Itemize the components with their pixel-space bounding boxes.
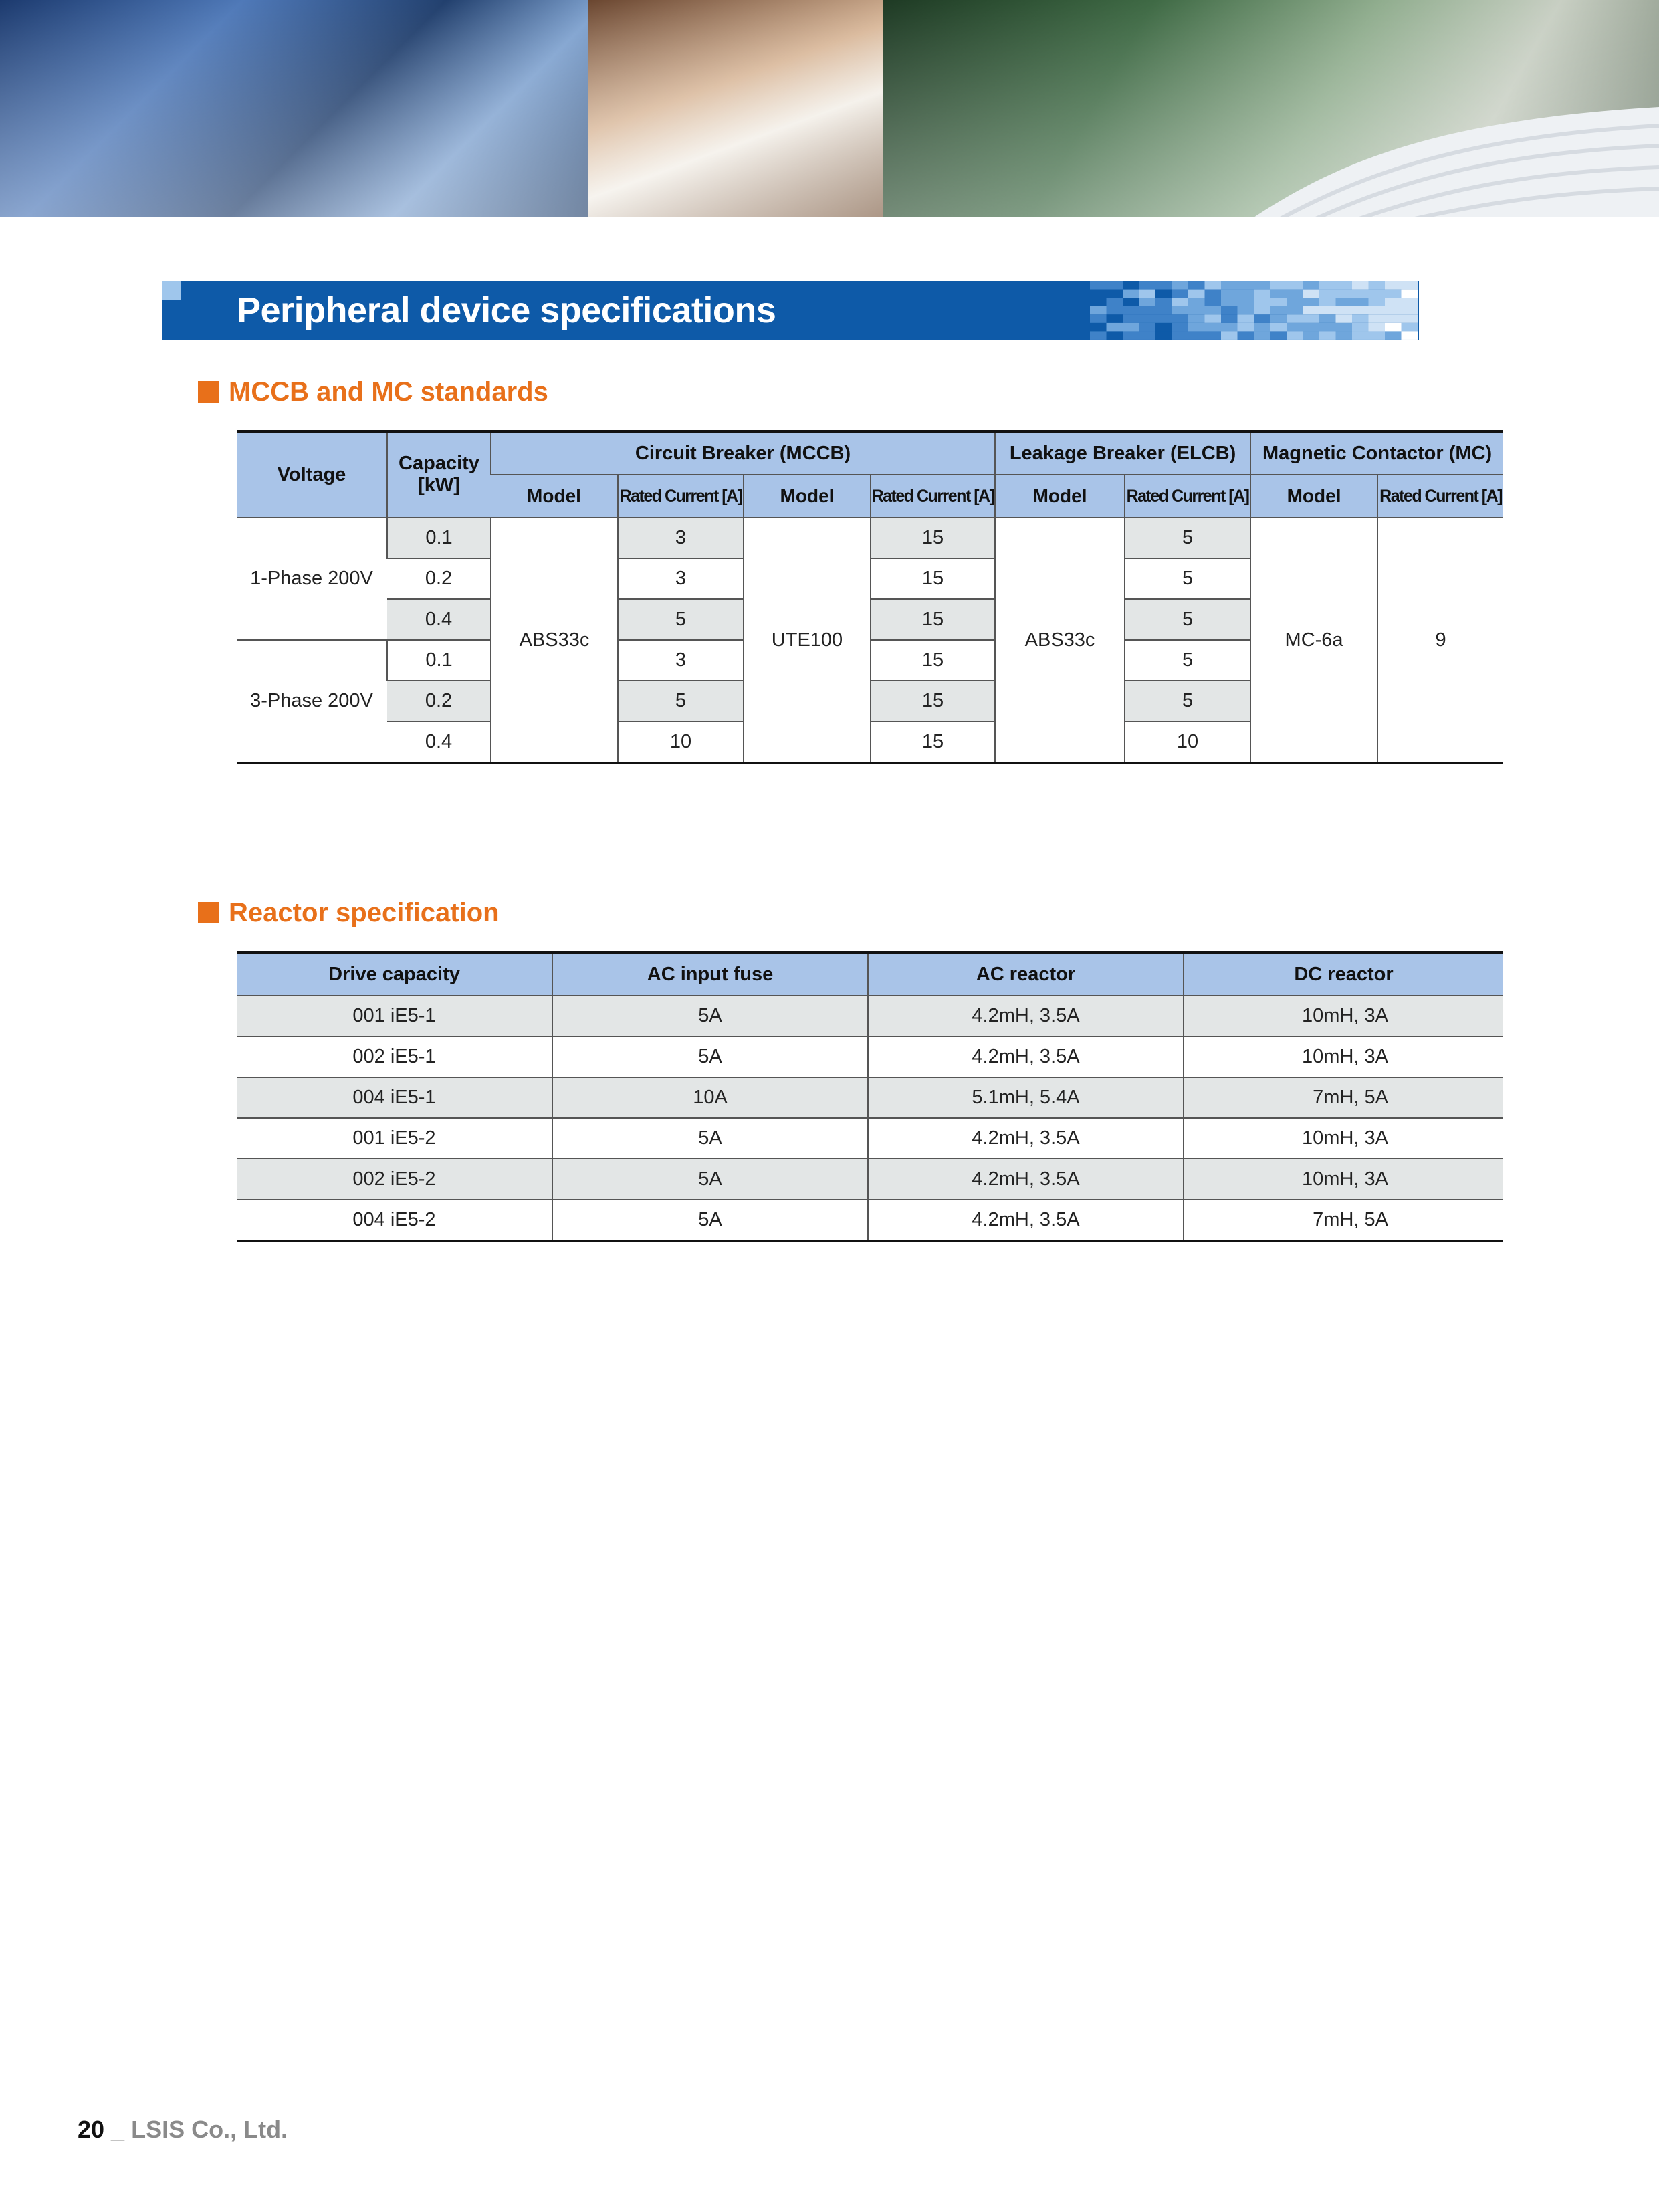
mosaic-cell (1139, 323, 1156, 332)
mccb2-current-cell: 15 (871, 558, 995, 599)
mosaic-cell (1188, 306, 1205, 315)
mosaic-cell (1287, 314, 1303, 323)
mosaic-cell (1205, 306, 1222, 315)
mosaic-cell (1221, 331, 1238, 340)
mccb1-current-cell: 10 (618, 722, 744, 763)
mosaic-cell (1254, 290, 1270, 298)
mosaic-cell (1123, 290, 1139, 298)
mosaic-cell (1303, 331, 1320, 340)
reactor-cell: 10mH, 3A (1184, 996, 1503, 1036)
banner-swoosh-decoration (0, 0, 1659, 224)
capacity-cell: 0.1 (387, 518, 491, 558)
mosaic-cell (1090, 323, 1107, 332)
page-footer: 20 _ LSIS Co., Ltd. (78, 2116, 288, 2143)
mosaic-cell (1238, 331, 1254, 340)
capacity-cell: 0.1 (387, 640, 491, 681)
mosaic-cell (1205, 298, 1222, 306)
reactor-cell: 4.2mH, 3.5A (868, 1118, 1184, 1159)
mosaic-cell (1123, 331, 1139, 340)
reactor-header-cell: AC input fuse (552, 952, 868, 996)
mosaic-cell (1123, 314, 1139, 323)
mosaic-cell (1238, 314, 1254, 323)
mosaic-cell (1221, 298, 1238, 306)
header-mc-rated-current: Rated Current [A] (1377, 475, 1503, 518)
company-name: LSIS Co., Ltd. (131, 2116, 288, 2143)
mosaic-cell (1107, 331, 1123, 340)
mccb1-current-cell: 5 (618, 599, 744, 640)
mosaic-cell (1238, 290, 1254, 298)
reactor-cell: 5A (552, 1118, 868, 1159)
mosaic-cell (1238, 298, 1254, 306)
mosaic-cell (1090, 298, 1107, 306)
mosaic-cell (1172, 331, 1189, 340)
mosaic-cell (1385, 306, 1402, 315)
reactor-cell: 004 iE5-1 (237, 1077, 552, 1118)
mosaic-cell (1303, 314, 1320, 323)
table-row (237, 518, 1503, 558)
mosaic-cell (1336, 298, 1353, 306)
mosaic-cell (1287, 290, 1303, 298)
mosaic-cell (1155, 323, 1172, 332)
mc-current-cell: 9 (1377, 518, 1503, 763)
mosaic-cell (1107, 290, 1123, 298)
mosaic-cell (1319, 331, 1336, 340)
mccb1-current-cell: 3 (618, 558, 744, 599)
mosaic-cell (1303, 306, 1320, 315)
mosaic-cell (1336, 331, 1353, 340)
reactor-table (237, 951, 1503, 1242)
mosaic-cell (1090, 331, 1107, 340)
elcb-current-cell: 10 (1125, 722, 1250, 763)
mc-model-cell: MC-6a (1250, 518, 1377, 763)
section-heading-reactor: Reactor specification (198, 893, 500, 933)
reactor-header-cell: AC reactor (868, 952, 1184, 996)
mosaic-cell (1139, 281, 1156, 290)
header-capacity: Capacity [kW] (387, 431, 491, 518)
reactor-cell: 10A (552, 1077, 868, 1118)
reactor-cell: 002 iE5-2 (237, 1159, 552, 1200)
table-row (237, 1159, 1503, 1200)
mosaic-cell (1139, 298, 1156, 306)
mosaic-cell (1402, 306, 1418, 315)
capacity-cell: 0.2 (387, 558, 491, 599)
mosaic-cell (1369, 290, 1386, 298)
elcb-current-cell: 5 (1125, 599, 1250, 640)
mosaic-cell (1107, 281, 1123, 290)
mosaic-cell (1172, 323, 1189, 332)
mosaic-cell (1319, 290, 1336, 298)
mosaic-cell (1287, 298, 1303, 306)
capacity-cell: 0.4 (387, 599, 491, 640)
mosaic-cell (1270, 331, 1287, 340)
mosaic-cell (1238, 306, 1254, 315)
mosaic-cell (1352, 298, 1369, 306)
mccb2-current-cell: 15 (871, 599, 995, 640)
title-corner-square-icon (162, 281, 181, 300)
orange-square-bullet-icon (198, 902, 219, 923)
mosaic-cell (1155, 290, 1172, 298)
page-number: 20 (78, 2116, 105, 2143)
mosaic-cell (1221, 281, 1238, 290)
mosaic-cell (1155, 331, 1172, 340)
elcb-current-cell: 5 (1125, 681, 1250, 722)
mosaic-cell (1385, 323, 1402, 332)
reactor-cell: 4.2mH, 3.5A (868, 1200, 1184, 1241)
mosaic-cell (1205, 323, 1222, 332)
header-elcb-rated-current: Rated Current [A] (1125, 475, 1250, 518)
mosaic-cell (1090, 314, 1107, 323)
mosaic-cell (1254, 298, 1270, 306)
header-magnetic-contactor: Magnetic Contactor (MC) (1250, 431, 1503, 475)
mccb2-current-cell: 15 (871, 681, 995, 722)
mosaic-cell (1369, 298, 1386, 306)
mosaic-cell (1107, 298, 1123, 306)
mosaic-cell (1270, 281, 1287, 290)
mosaic-cell (1287, 331, 1303, 340)
mosaic-cell (1385, 281, 1402, 290)
mosaic-cell (1336, 323, 1353, 332)
mosaic-cell (1287, 281, 1303, 290)
mosaic-cell (1385, 290, 1402, 298)
mosaic-cell (1402, 323, 1418, 332)
mosaic-cell (1369, 331, 1386, 340)
header-mccb2-rated-current: Rated Current [A] (871, 475, 995, 518)
mosaic-cell (1172, 314, 1189, 323)
mosaic-cell (1270, 314, 1287, 323)
mosaic-cell (1303, 281, 1320, 290)
mosaic-cell (1221, 306, 1238, 315)
mosaic-cell (1319, 281, 1336, 290)
mosaic-cell (1270, 298, 1287, 306)
mosaic-cell (1188, 314, 1205, 323)
reactor-cell: 5.1mH, 5.4A (868, 1077, 1184, 1118)
mosaic-cell (1090, 306, 1107, 315)
mccb-mc-table (237, 430, 1503, 764)
mosaic-cell (1172, 281, 1189, 290)
mosaic-cell (1336, 290, 1353, 298)
reactor-cell: 001 iE5-1 (237, 996, 552, 1036)
mosaic-cell (1155, 306, 1172, 315)
mosaic-cell (1402, 290, 1418, 298)
mosaic-cell (1188, 298, 1205, 306)
mccb2-model-cell: UTE100 (744, 518, 871, 763)
capacity-cell: 0.4 (387, 722, 491, 763)
capacity-cell: 0.2 (387, 681, 491, 722)
mccb2-current-cell: 15 (871, 518, 995, 558)
mccb2-current-cell: 15 (871, 722, 995, 763)
mosaic-cell (1205, 290, 1222, 298)
mosaic-cell (1385, 314, 1402, 323)
elcb-current-cell: 5 (1125, 558, 1250, 599)
mosaic-cell (1155, 281, 1172, 290)
mosaic-cell (1270, 323, 1287, 332)
mosaic-cell (1369, 281, 1386, 290)
elcb-current-cell: 5 (1125, 518, 1250, 558)
mosaic-cell (1205, 314, 1222, 323)
mosaic-cell (1090, 281, 1107, 290)
header-elcb-model: Model (995, 475, 1125, 518)
mosaic-cell (1123, 281, 1139, 290)
mosaic-cell (1352, 331, 1369, 340)
mosaic-cell (1221, 314, 1238, 323)
reactor-cell: 5A (552, 996, 868, 1036)
mosaic-cell (1336, 314, 1353, 323)
reactor-cell: 10mH, 3A (1184, 1118, 1503, 1159)
mosaic-cell (1254, 314, 1270, 323)
table-row (237, 1077, 1503, 1118)
mosaic-cell (1107, 306, 1123, 315)
mosaic-cell (1319, 298, 1336, 306)
reactor-cell: 5A (552, 1036, 868, 1077)
mosaic-cell (1221, 323, 1238, 332)
header-voltage: Voltage (237, 431, 387, 518)
mosaic-cell (1319, 323, 1336, 332)
header-leakage-breaker: Leakage Breaker (ELCB) (995, 431, 1250, 475)
mosaic-cell (1188, 290, 1205, 298)
mosaic-cell (1385, 331, 1402, 340)
mosaic-cell (1369, 323, 1386, 332)
mccb1-current-cell: 5 (618, 681, 744, 722)
mosaic-cell (1139, 306, 1156, 315)
reactor-cell: 4.2mH, 3.5A (868, 1036, 1184, 1077)
mosaic-cell (1319, 306, 1336, 315)
reactor-header-cell: DC reactor (1184, 952, 1503, 996)
mosaic-cell (1172, 298, 1189, 306)
mosaic-cell (1139, 331, 1156, 340)
mccb1-model-cell: ABS33c (491, 518, 618, 763)
mosaic-cell (1369, 314, 1386, 323)
elcb-model-cell: ABS33c (995, 518, 1125, 763)
mosaic-cell (1319, 314, 1336, 323)
mosaic-cell (1238, 281, 1254, 290)
mosaic-cell (1402, 298, 1418, 306)
reactor-cell: 002 iE5-1 (237, 1036, 552, 1077)
mosaic-cell (1352, 306, 1369, 315)
orange-square-bullet-icon (198, 381, 219, 403)
mosaic-cell (1270, 306, 1287, 315)
reactor-cell: 5A (552, 1200, 868, 1241)
reactor-cell: 004 iE5-2 (237, 1200, 552, 1241)
mosaic-cell (1352, 290, 1369, 298)
mosaic-cell (1238, 323, 1254, 332)
mosaic-cell (1287, 306, 1303, 315)
mosaic-cell (1155, 298, 1172, 306)
mosaic-cell (1123, 306, 1139, 315)
section-heading-mccb: MCCB and MC standards (198, 372, 548, 412)
reactor-cell: 10mH, 3A (1184, 1036, 1503, 1077)
mosaic-cell (1123, 298, 1139, 306)
mosaic-cell (1107, 314, 1123, 323)
mosaic-cell (1287, 323, 1303, 332)
voltage-group-cell: 1-Phase 200V (237, 518, 387, 640)
mosaic-cell (1107, 323, 1123, 332)
mosaic-cell (1303, 298, 1320, 306)
mosaic-cell (1270, 290, 1287, 298)
table-row (237, 1118, 1503, 1159)
mosaic-cell (1254, 306, 1270, 315)
header-mccb1-rated-current: Rated Current [A] (618, 475, 744, 518)
mosaic-cell (1402, 314, 1418, 323)
table-row (237, 1200, 1503, 1241)
mosaic-cell (1402, 331, 1418, 340)
pixel-mosaic-decoration (1090, 281, 1418, 340)
mosaic-cell (1188, 281, 1205, 290)
reactor-cell: 4.2mH, 3.5A (868, 996, 1184, 1036)
page-title: Peripheral device specifications (237, 290, 776, 330)
mccb2-current-cell: 15 (871, 640, 995, 681)
reactor-cell: 5A (552, 1159, 868, 1200)
mosaic-cell (1155, 314, 1172, 323)
reactor-cell: 4.2mH, 3.5A (868, 1159, 1184, 1200)
reactor-cell: 10mH, 3A (1184, 1159, 1503, 1200)
mosaic-cell (1352, 323, 1369, 332)
mosaic-cell (1172, 306, 1189, 315)
mosaic-cell (1336, 306, 1353, 315)
mosaic-cell (1139, 314, 1156, 323)
reactor-cell: 7mH, 5A (1184, 1200, 1503, 1241)
mosaic-cell (1123, 323, 1139, 332)
voltage-group-cell: 3-Phase 200V (237, 640, 387, 763)
elcb-current-cell: 5 (1125, 640, 1250, 681)
header-photo-banner (0, 0, 1659, 224)
mosaic-cell (1188, 323, 1205, 332)
mccb1-current-cell: 3 (618, 518, 744, 558)
mosaic-cell (1303, 323, 1320, 332)
mosaic-cell (1336, 281, 1353, 290)
reactor-cell: 7mH, 5A (1184, 1077, 1503, 1118)
reactor-cell: 001 iE5-2 (237, 1118, 552, 1159)
mosaic-cell (1254, 323, 1270, 332)
header-mccb2-model: Model (744, 475, 871, 518)
header-circuit-breaker: Circuit Breaker (MCCB) (491, 431, 995, 475)
mosaic-cell (1369, 306, 1386, 315)
mosaic-cell (1254, 331, 1270, 340)
table-row (237, 996, 1503, 1036)
mosaic-cell (1254, 281, 1270, 290)
mosaic-cell (1352, 314, 1369, 323)
mccb1-current-cell: 3 (618, 640, 744, 681)
mosaic-cell (1205, 281, 1222, 290)
mosaic-cell (1139, 290, 1156, 298)
mosaic-cell (1205, 331, 1222, 340)
mosaic-cell (1303, 290, 1320, 298)
mosaic-cell (1172, 290, 1189, 298)
mosaic-cell (1090, 290, 1107, 298)
mosaic-cell (1385, 298, 1402, 306)
header-mccb1-model: Model (491, 475, 618, 518)
mosaic-cell (1352, 281, 1369, 290)
mosaic-cell (1188, 331, 1205, 340)
mosaic-cell (1402, 281, 1418, 290)
table-row (237, 1036, 1503, 1077)
mosaic-cell (1221, 290, 1238, 298)
header-mc-model: Model (1250, 475, 1377, 518)
reactor-header-cell: Drive capacity (237, 952, 552, 996)
